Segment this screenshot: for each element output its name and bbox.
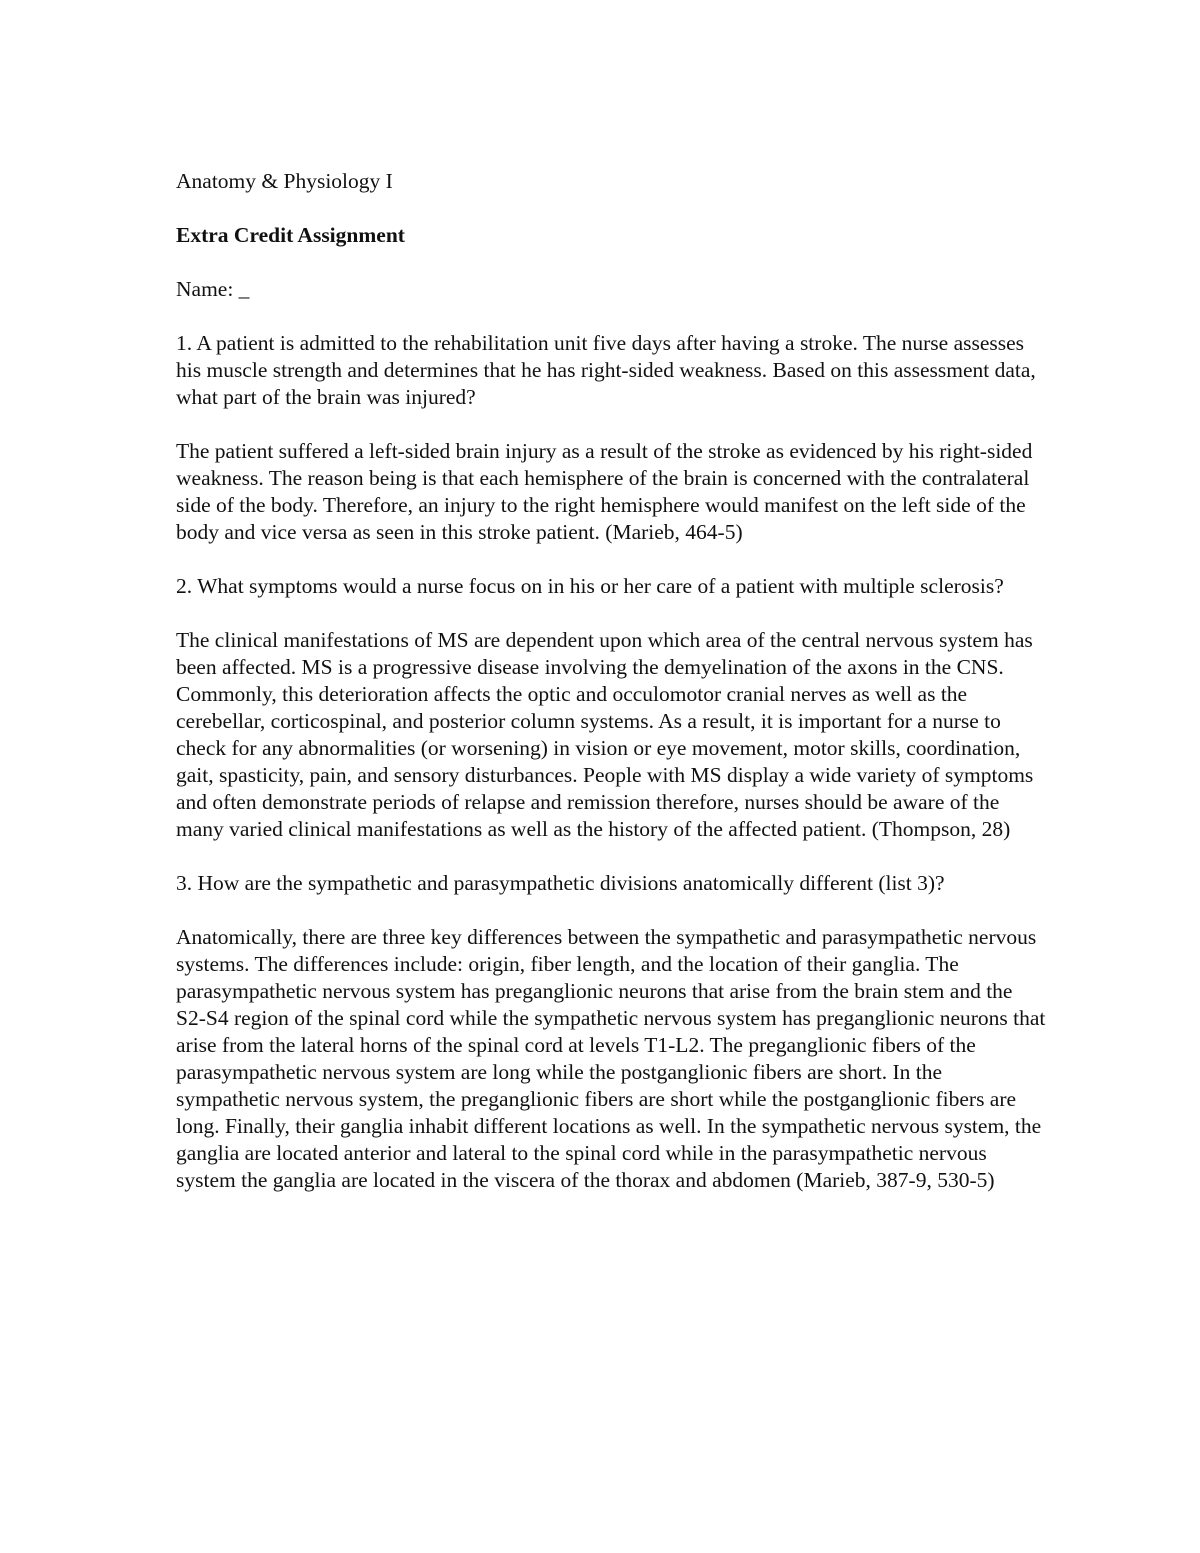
question-1: 1. A patient is admitted to the rehabilitation unit five days after having a stroke. The nurse assesses his muscle strength and determines that he has right-sided weakness. Based on this assessment data, what part of the brain was injured? [176,331,1036,409]
assignment-title: Extra Credit Assignment [176,223,405,247]
document-body [176,168,1046,1221]
question-3: 3. How are the sympathetic and parasympathetic divisions anatomically different (list 3)? [176,871,945,895]
answer-3: Anatomically, there are three key differences between the sympathetic and parasympathetic nervous systems. The differences include: origin, fiber length, and the location of their ganglia. The parasympathetic nervous system has preganglionic neurons that arise from the brain stem and the S2-S4 region of the spinal cord while the sympathetic nervous system has preganglionic neurons that arise from the lateral horns of the spinal cord at levels T1-L2. The preganglionic fibers of the parasympathetic nervous system are long while the postganglionic fibers are short. In the sympathetic nervous system, the preganglionic fibers are short while the postganglionic fibers are long. Finally, their ganglia inhabit different locations as well. In the sympathetic nervous system, the ganglia are located anterior and lateral to the spinal cord while in the parasympathetic nervous system the ganglia are located in the viscera of the thorax and abdomen (Marieb, 387-9, 530-5) [176,925,1046,1192]
course-title: Anatomy & Physiology I [176,169,393,193]
answer-1: The patient suffered a left-sided brain injury as a result of the stroke as evidenced by his right-sided weakness. The reason being is that each hemisphere of the brain is concerned with the contralateral side of the body. Therefore, an injury to the right hemisphere would manifest on the left side of the body and vice versa as seen in this stroke patient. (Marieb, 464-5) [176,439,1033,544]
answer-2: The clinical manifestations of MS are dependent upon which area of the central nervous system has been affected. MS is a progressive disease involving the demyelination of the axons in the CNS. Commonly, this deterioration affects the optic and occulomotor cranial nerves as well as the cerebellar, corticospinal, and posterior column systems. As a result, it is important for a nurse to check for any abnormalities (or worsening) in vision or eye movement, motor skills, coordination, gait, spasticity, pain, and sensory disturbances. People with MS display a wide variety of symptoms and often demonstrate periods of relapse and remission therefore, nurses should be aware of the many varied clinical manifestations as well as the history of the affected patient. (Thompson, 28) [176,628,1034,841]
name-line: Name: _ [176,277,250,301]
question-2: 2. What symptoms would a nurse focus on in his or her care of a patient with multiple sclerosis? [176,574,1004,598]
